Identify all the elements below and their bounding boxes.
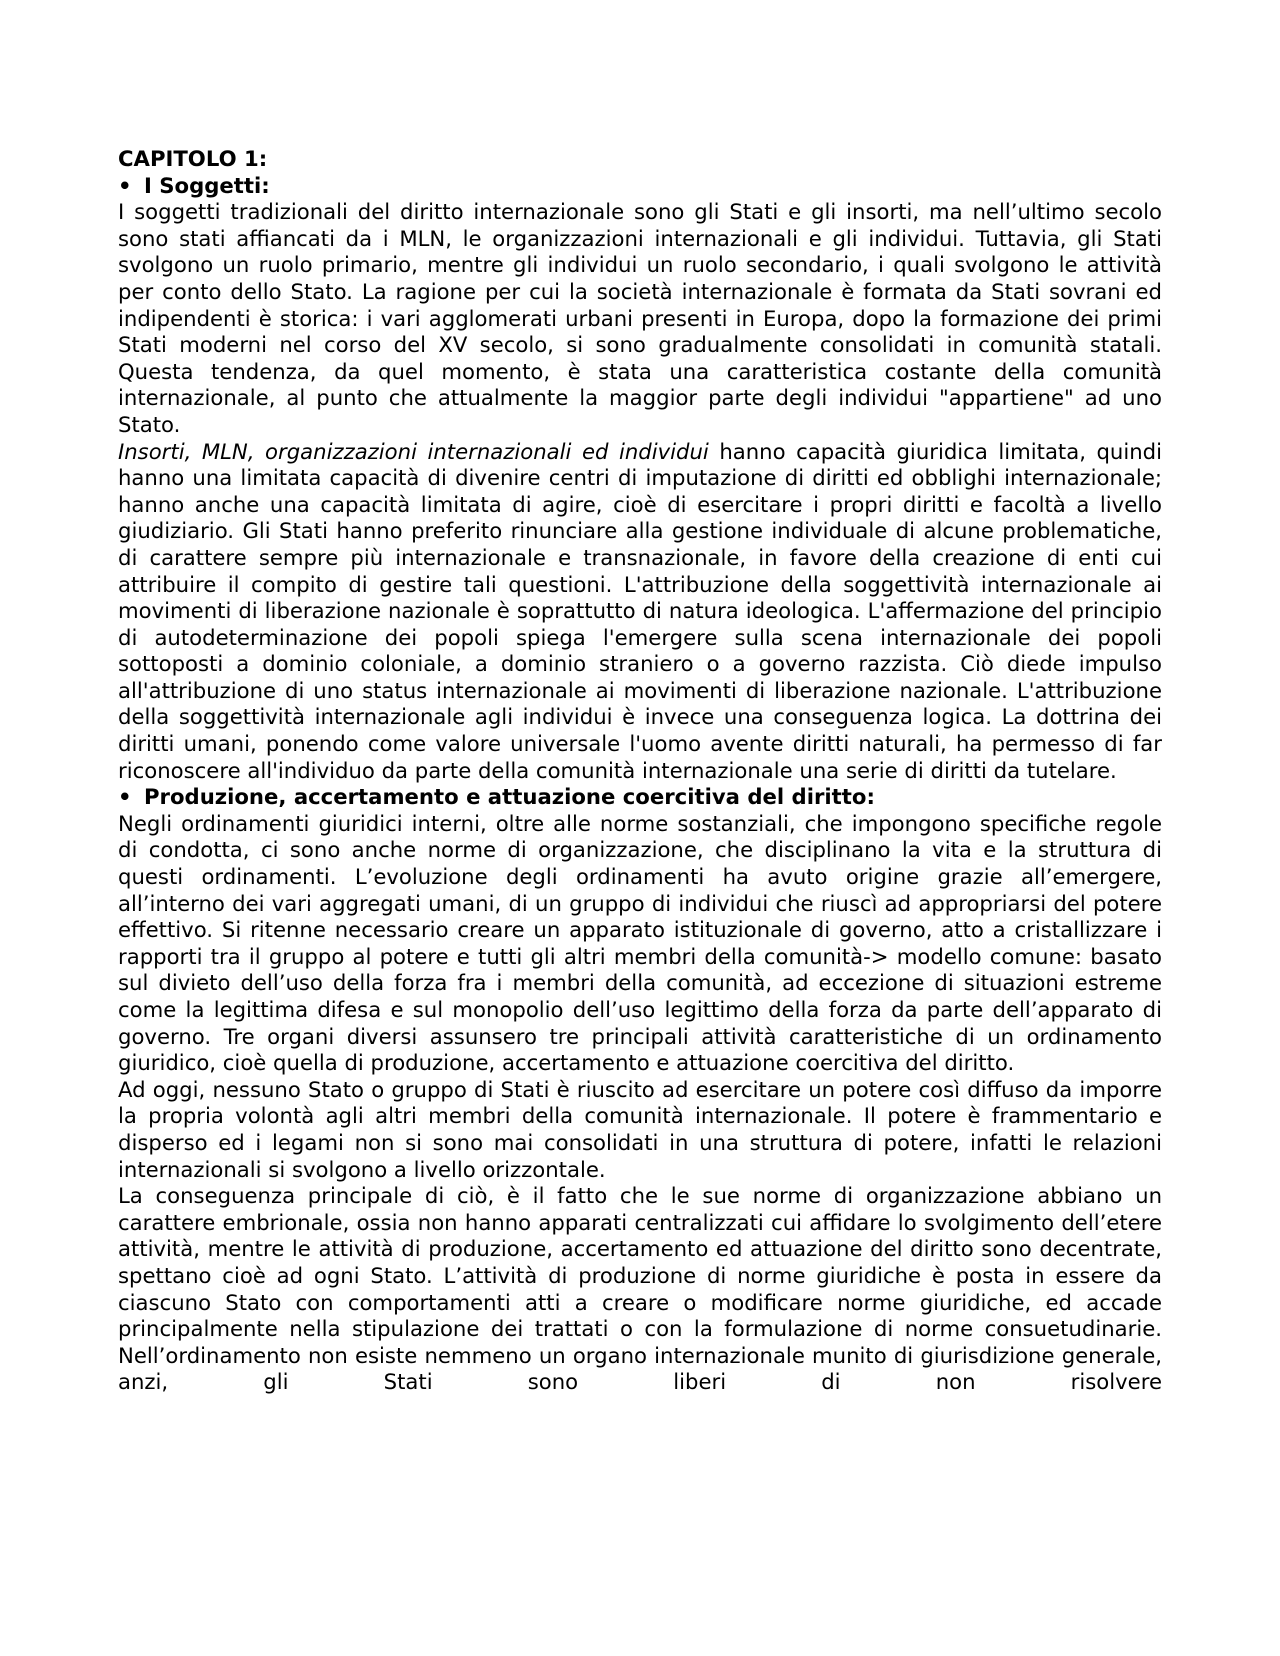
paragraph: I soggetti tradizionali del diritto internazionale sono gli Stati e gli insorti, ma nell’ultimo secolo sono stati affiancati da i MLN, le organizzazioni internazionali e gli individui. Tuttavia, gli Stati svolgono un ruolo primario, mentre gli individui un ruolo secondario, i quali svolgono le attività per conto dello Stato. La ragione per cui la società internazionale è formata da Stati sovrani ed indipendenti è storica: i vari agglomerati urbani presenti in Europa, dopo la formazione dei primi Stati moderni nel corso del XV secolo, si sono gradualmente consolidati in comunità statali. Questa tendenza, da quel momento, è stata una caratteristica costante della comunità internazionale, al punto che attualmente la maggior parte degli individui "appartiene" ad uno Stato.: [118, 199, 1162, 437]
section-heading-produzione: [118, 784, 1162, 811]
section-heading-soggetti: [118, 173, 1162, 200]
paragraph: [118, 439, 1162, 785]
document-page: [118, 146, 1162, 1396]
section-heading-text: Produzione, accertamento e attuazione coercitiva del diritto:: [144, 784, 875, 810]
paragraph: Negli ordinamenti giuridici interni, oltre alle norme sostanziali, che impongono specifiche regole di condotta, ci sono anche norme di organizzazione, che disciplinano la vita e la struttura di questi ordinamenti. L’evoluzione degli ordinamenti ha avuto origine grazie all’emergere, all’interno dei vari aggregati umani, di un gruppo di individui che riuscì ad appropriarsi del potere effettivo. Si ritenne necessario creare un apparato istituzionale di governo, atto a cristallizzare i rapporti tra il gruppo al potere e tutti gli altri membri della comunità-> modello comune: basato sul divieto dell’uso della forza fra i membri della comunità, ad eccezione di situazioni estreme come la legittima difesa e sul monopolio dell’uso legittimo della forza da parte dell’apparato di governo. Tre organi diversi assunsero tre principali attività caratteristiche di un ordinamento giuridico, cioè quella di produzione, accertamento e attuazione coercitiva del diritto.: [118, 810, 1162, 1076]
chapter-title: CAPITOLO 1:: [118, 146, 268, 171]
bullet-icon: •: [118, 172, 132, 198]
section-heading-text: I Soggetti:: [144, 172, 270, 198]
paragraph: La conseguenza principale di ciò, è il fatto che le sue norme di organizzazione abbiano un carattere embrionale, ossia non hanno apparati centralizzati cui affidare lo svolgimento dell’etere attività, mentre le attività di produzione, accertamento ed attuazione del diritto sono decentrate, spettano cioè ad ogni Stato. L’attività di produzione di norme giuridiche è posta in essere da ciascuno Stato con comportamenti atti a creare o modificare norme giuridiche, ed accade principalmente nella stipulazione dei trattati o con la formulazione di norme consuetudinarie. Nell’ordinamento non esiste nemmeno un organo internazionale munito di giurisdizione generale, anzi, gli Stati sono liberi di non risolvere: [118, 1183, 1162, 1395]
bullet-icon: •: [118, 784, 132, 810]
paragraph: Ad oggi, nessuno Stato o gruppo di Stati è riuscito ad esercitare un potere così diffuso da imporre la propria volontà agli altri membri della comunità internazionale. Il potere è frammentario e disperso ed i legami non si sono mai consolidati in una struttura di potere, infatti le relazioni internazionali si svolgono a livello orizzontale.: [118, 1076, 1162, 1182]
paragraph-text: hanno capacità giuridica limitata, quindi hanno una limitata capacità di divenire centri di imputazione di diritti ed obblighi internazionale; hanno anche una capacità limitata di agire, cioè di esercitare i propri diritti e facoltà a livello giudiziario. Gli Stati hanno preferito rinunciare alla gestione individuale di alcune problematiche, di carattere sempre più internazionale e transnazionale, in favore della creazione di enti cui attribuire il compito di gestire tali questioni. L'attribuzione della soggettività internazionale ai movimenti di liberazione nazionale è soprattutto di natura ideologica. L'affermazione del principio di autodeterminazione dei popoli spiega l'emergere sulla scena internazionale dei popoli sottoposti a dominio coloniale, a dominio straniero o a governo razzista. Ciò diede impulso all'attribuzione di uno status internazionale ai movimenti di liberazione nazionale. L'attribuzione della soggettività internazionale agli individui è invece una conseguenza logica. La dottrina dei diritti umani, ponendo come valore universale l'uomo avente diritti naturali, ha permesso di far riconoscere all'individuo da parte della comunità internazionale una serie di diritti da tutelare.: [118, 438, 1162, 783]
italic-lead: Insorti, MLN, organizzazioni internazionali ed individui: [118, 438, 709, 464]
